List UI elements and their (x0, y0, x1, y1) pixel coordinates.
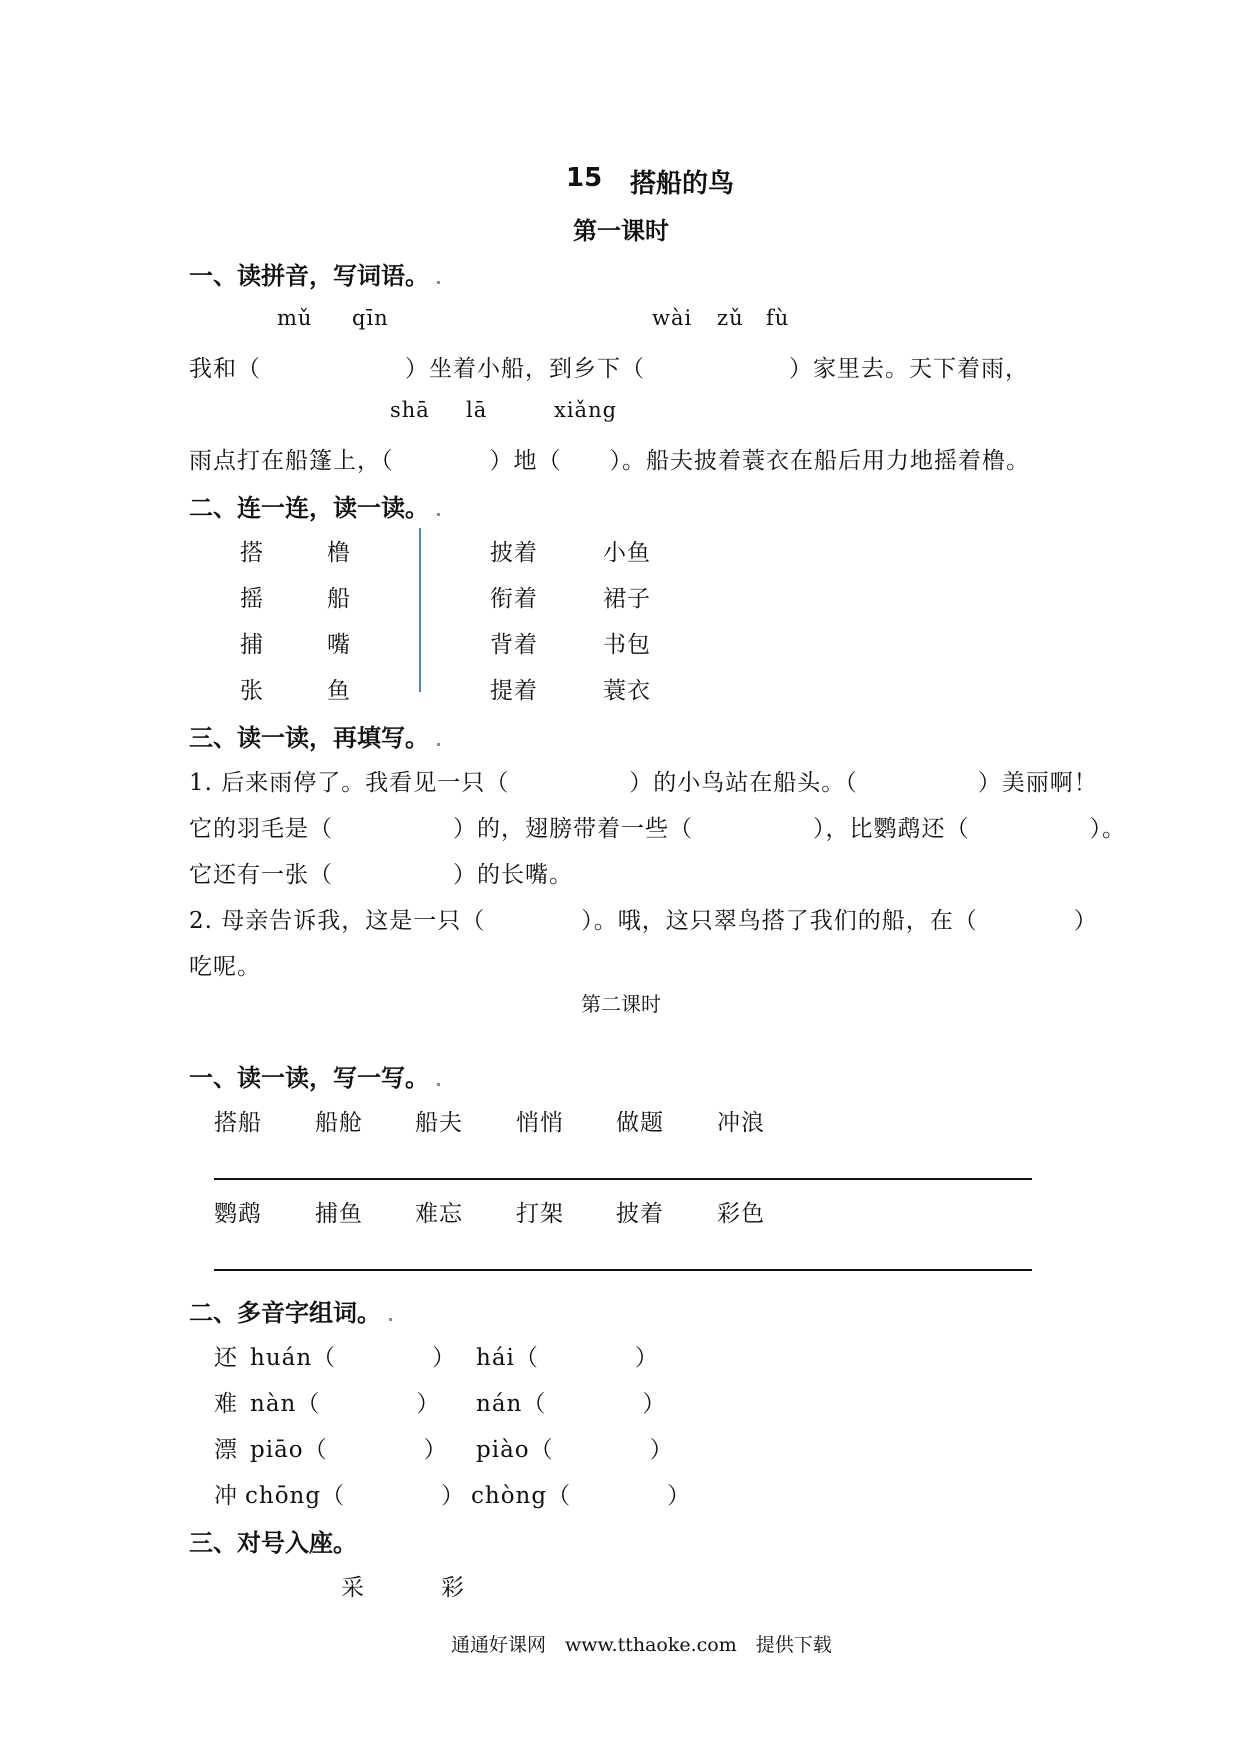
period1-title: 第一课时 (573, 217, 669, 245)
heading-dot (437, 513, 440, 516)
word-row2-1: 鹦鹉 (214, 1201, 262, 1227)
word-row1-1: 搭船 (214, 1110, 262, 1136)
p1-sec3-heading: 三、读一读，再填写。 (189, 718, 440, 753)
p1-sec3-line1: 1. 后来雨停了。我看见一只（ ）的小鸟站在船头。（ ）美丽啊！ (189, 770, 1098, 796)
p1-sec1-line2: 雨点打在船篷上，（ ）地（ ）。船夫披着蓑衣在船后用力地摇着橹。 (189, 448, 1030, 474)
pinyin-sha: shā (390, 398, 430, 422)
poly-p1-1: huán（ ） (250, 1345, 457, 1371)
match-left-b-2: 船 (327, 586, 351, 612)
period2-title: 第二课时 (581, 992, 661, 1016)
poly-p1-2: nàn（ ） (250, 1391, 441, 1417)
poly-char-4: 冲 (214, 1483, 238, 1509)
p1-sec1-heading: 一、读拼音，写词语。 (189, 256, 440, 291)
poly-char-2: 难 (214, 1391, 238, 1417)
choice-char-2: 彩 (441, 1575, 465, 1601)
match-left-b-4: 鱼 (327, 678, 351, 704)
pinyin-xiang: xiǎng (554, 398, 618, 422)
poly-p2-4: chòng（ ） (471, 1483, 692, 1509)
word-row2-4: 打架 (516, 1201, 564, 1227)
heading-dot (437, 1083, 440, 1086)
writing-line-1[interactable] (214, 1178, 1032, 1180)
heading-dot (389, 1318, 392, 1321)
word-row1-5: 做题 (616, 1110, 664, 1136)
word-row1-6: 冲浪 (717, 1110, 765, 1136)
match-right-a-2: 衔着 (490, 586, 538, 612)
word-row2-6: 彩色 (717, 1201, 765, 1227)
p2-sec1-heading: 一、读一读，写一写。 (189, 1058, 440, 1093)
match-right-a-1: 披着 (490, 540, 538, 566)
writing-line-2[interactable] (214, 1269, 1032, 1271)
match-right-a-4: 提着 (490, 678, 538, 704)
p1-sec3-line2: 它的羽毛是（ ）的，翅膀带着一些（ ），比鹦鹉还（ ）。 (189, 816, 1126, 842)
p1-sec3-line4: 2. 母亲告诉我，这是一只（ ）。哦，这只翠鸟搭了我们的船，在（ ） (189, 908, 1098, 934)
match-right-b-4: 蓑衣 (603, 678, 651, 704)
match-right-b-2: 裙子 (603, 586, 651, 612)
match-left-b-3: 嘴 (327, 632, 351, 658)
divider-line (419, 528, 421, 692)
lesson-title: 搭船的鸟 (630, 169, 735, 199)
p2-sec3-heading: 三、对号入座。 (189, 1529, 357, 1557)
pinyin-la: lā (466, 398, 488, 422)
word-row1-2: 船舱 (315, 1110, 363, 1136)
poly-p2-3: piào（ ） (476, 1437, 674, 1463)
match-right-b-3: 书包 (603, 632, 651, 658)
match-left-a-2: 摇 (240, 586, 264, 612)
page-footer: 通通好课网 www.tthaoke.com 提供下载 (451, 1634, 832, 1656)
word-row2-2: 捕鱼 (315, 1201, 363, 1227)
p1-sec3-line5: 吃呢。 (189, 954, 261, 980)
match-right-b-1: 小鱼 (603, 540, 651, 566)
poly-p2-1: hái（ ） (476, 1345, 659, 1371)
poly-char-3: 漂 (214, 1437, 238, 1463)
pinyin-zu: zǔ (717, 306, 744, 330)
pinyin-fu: fù (766, 306, 790, 330)
match-right-a-3: 背着 (490, 632, 538, 658)
word-row2-3: 难忘 (415, 1201, 463, 1227)
match-left-b-1: 橹 (327, 540, 351, 566)
p1-sec2-heading: 二、连一连，读一读。 (189, 488, 440, 523)
p1-sec1-line1: 我和（ ）坐着小船，到乡下（ ）家里去。天下着雨， (189, 356, 1029, 382)
lesson-number: 15 (566, 163, 603, 193)
heading-dot (437, 281, 440, 284)
word-row1-3: 船夫 (415, 1110, 463, 1136)
p2-sec2-heading: 二、多音字组词。 (189, 1293, 392, 1328)
match-left-a-3: 捕 (240, 632, 264, 658)
match-left-a-4: 张 (240, 678, 264, 704)
match-left-a-1: 搭 (240, 540, 264, 566)
pinyin-wai: wài (652, 306, 693, 330)
poly-p1-3: piāo（ ） (250, 1437, 448, 1463)
poly-char-1: 还 (214, 1345, 238, 1371)
word-row1-4: 悄悄 (516, 1110, 564, 1136)
choice-char-1: 采 (341, 1575, 365, 1601)
heading-dot (437, 743, 440, 746)
p1-sec3-line3: 它还有一张（ ）的长嘴。 (189, 862, 573, 888)
poly-p2-2: nán（ ） (476, 1391, 667, 1417)
pinyin-mu: mǔ (277, 306, 313, 330)
word-row2-5: 披着 (616, 1201, 664, 1227)
poly-p1-4: chōng（ ） (245, 1483, 466, 1509)
pinyin-qin: qīn (352, 306, 389, 330)
